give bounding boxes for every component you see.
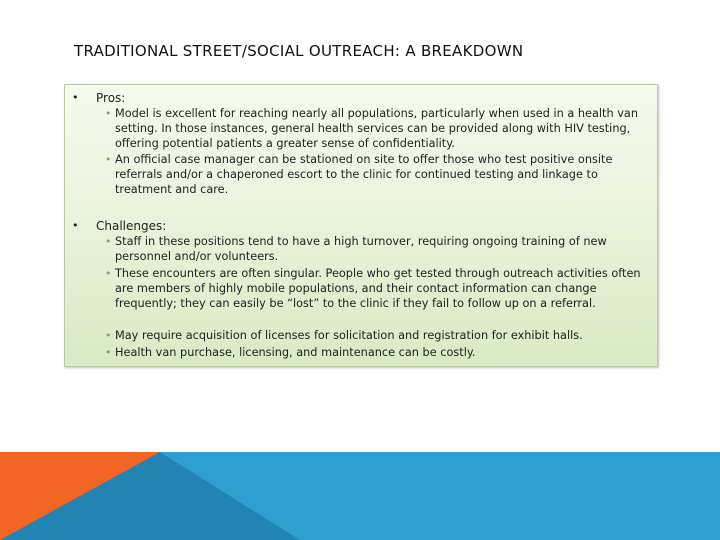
- challenges-item-text: These encounters are often singular. People who get tested through outreach activities often are members of highly mobile populations, and their contact information can change frequently; they can easily be “lost” to the clinic if they fail to follow up on a referral.: [115, 267, 641, 310]
- sub-bullet-icon: •: [105, 329, 112, 342]
- challenges-heading: Challenges:: [96, 219, 167, 233]
- bullet-icon: •: [72, 219, 79, 232]
- challenges-item-text: Health van purchase, licensing, and maintenance can be costly.: [115, 346, 476, 359]
- sub-bullet-icon: •: [105, 267, 112, 280]
- sub-bullet-icon: •: [105, 235, 112, 248]
- pros-item-text: An official case manager can be stationed on site to offer those who test positive onsite referrals and/or a chaperoned escort to the clinic for continued testing and linkage to treatment and care.: [115, 153, 613, 196]
- list-item: [105, 153, 635, 197]
- challenges-item-text: May require acquisition of licenses for solicitation and registration for exhibit halls.: [115, 329, 583, 342]
- slide-title: TRADITIONAL STREET/SOCIAL OUTREACH: A BREAKDOWN: [74, 42, 524, 60]
- sub-bullet-icon: •: [105, 153, 112, 166]
- sub-bullet-icon: •: [105, 346, 112, 359]
- list-item: [105, 346, 651, 361]
- footer-decoration: [0, 452, 720, 540]
- sub-bullet-icon: •: [105, 107, 112, 120]
- list-item: [105, 235, 651, 265]
- list-item: [105, 107, 651, 151]
- list-item: [105, 329, 651, 344]
- pros-heading: Pros:: [96, 91, 126, 105]
- content-box: [64, 84, 658, 367]
- list-item: [105, 267, 645, 311]
- pros-item-text: Model is excellent for reaching nearly all populations, particularly when used in a health van setting. In those instances, general health services can be provided along with HIV testing, offering potential patients a greater sense of confidentiality.: [115, 107, 638, 150]
- challenges-item-text: Staff in these positions tend to have a high turnover, requiring ongoing training of new personnel and/or volunteers.: [115, 235, 607, 263]
- bullet-icon: •: [72, 91, 79, 104]
